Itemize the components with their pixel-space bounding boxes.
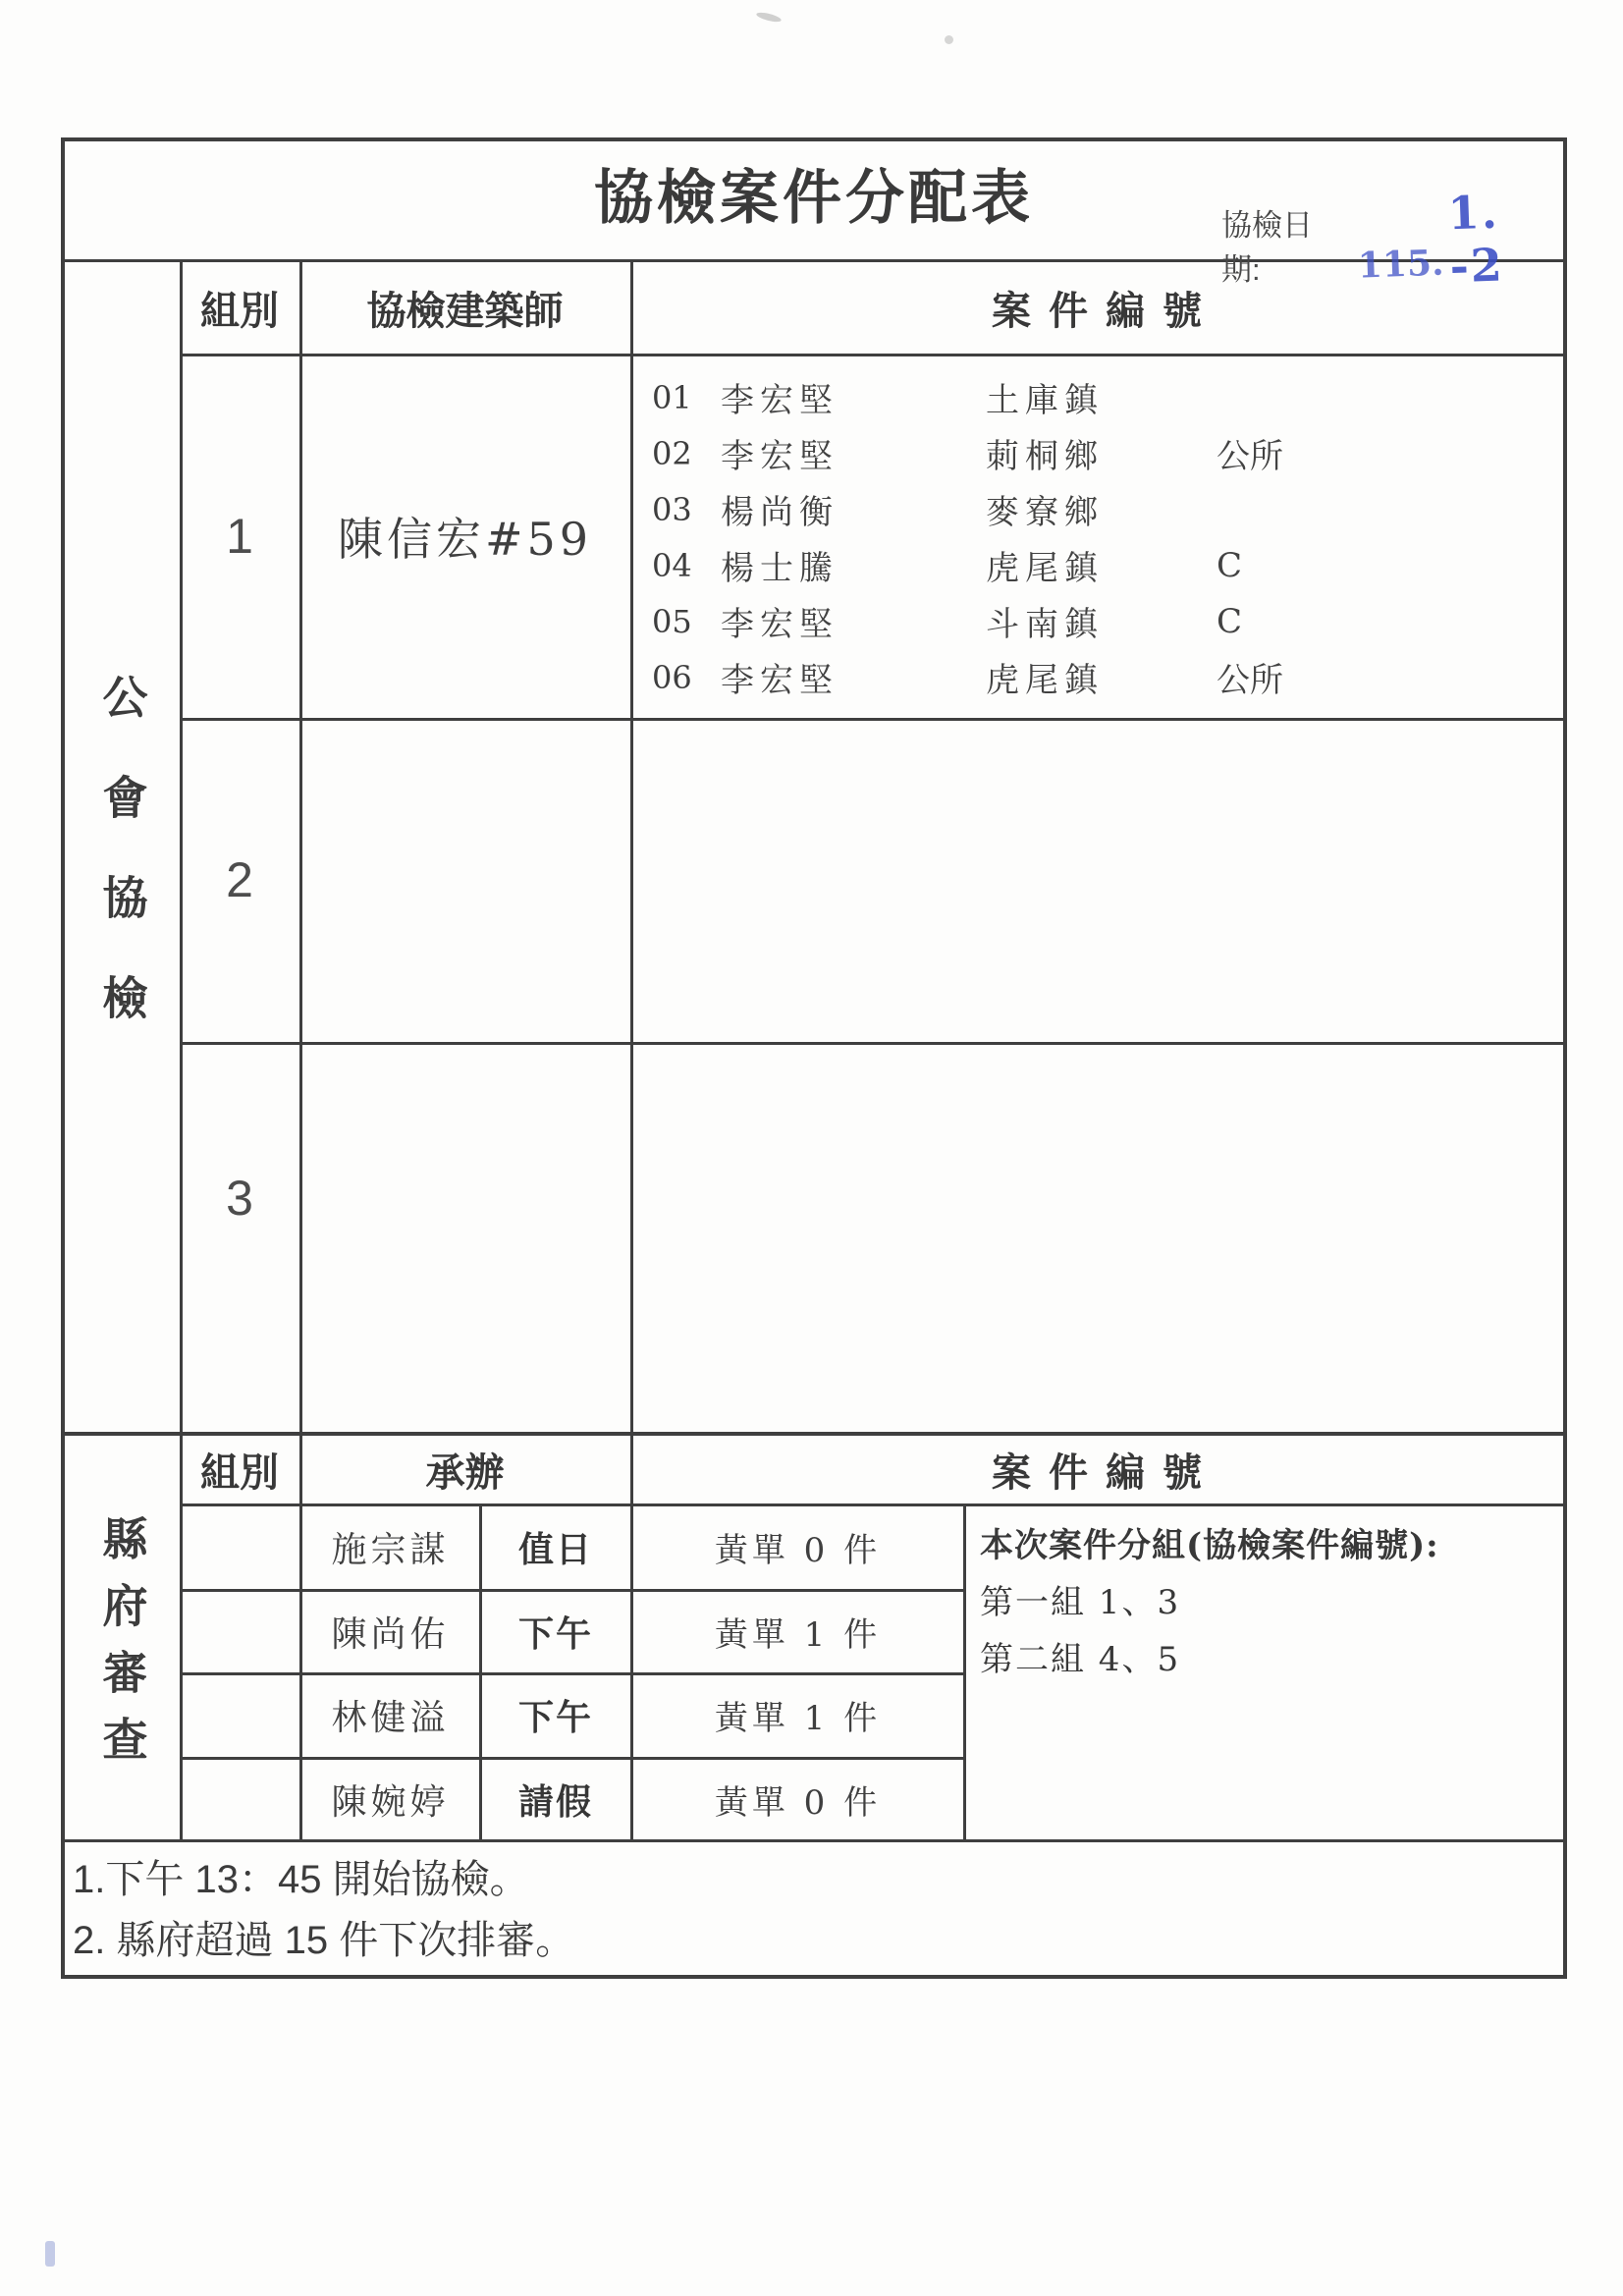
header-case-number: 案件編號 <box>992 289 1219 333</box>
staff-yellow_slips: 黃單 0 件 <box>714 1531 882 1571</box>
staff-shift: 下午 <box>517 1697 593 1738</box>
grouping-notes-title: 本次案件分組(協檢案件編號): <box>980 1526 1439 1565</box>
case-note: 公所 <box>1217 661 1283 700</box>
group-1-number: 1 <box>226 508 253 564</box>
sidebar-association-inspection <box>65 261 180 1432</box>
case-no: 03 <box>652 490 692 528</box>
case-reviewer: 李宏堅 <box>721 381 839 420</box>
grouping-notes-line: 第一組 1、3 <box>980 1583 1181 1622</box>
case-row <box>652 369 1563 425</box>
sidebar-county-review <box>65 1436 180 1839</box>
staff-name: 施宗謀 <box>331 1530 450 1571</box>
footer-notes <box>65 1841 1563 1975</box>
case-reviewer: 李宏堅 <box>721 437 839 476</box>
case-row <box>652 537 1563 593</box>
bottom-header-handler: 承辦 <box>425 1451 505 1495</box>
staff-row <box>181 1505 964 1590</box>
group-2-number: 2 <box>226 852 253 907</box>
case-no: 06 <box>652 658 692 696</box>
grouping-notes <box>964 1505 1563 1841</box>
staff-shift: 值日 <box>517 1529 593 1570</box>
case-reviewer: 楊尚衡 <box>721 493 839 532</box>
scan-artifact <box>756 11 783 24</box>
group-3-number: 3 <box>226 1170 253 1226</box>
staff-yellow_slips: 黃單 0 件 <box>714 1782 882 1823</box>
grouping-notes-line: 第二組 4、5 <box>980 1640 1181 1679</box>
case-town: 斗南鎮 <box>986 605 1104 644</box>
case-list <box>631 355 1563 720</box>
case-no: 04 <box>652 546 692 584</box>
bottom-header-case-number: 案件編號 <box>992 1451 1219 1495</box>
sidebar-association-label: 公會協檢 <box>96 674 148 1074</box>
staff-shift: 請假 <box>517 1780 593 1822</box>
case-town: 虎尾鎮 <box>986 549 1104 588</box>
case-note: C <box>1217 545 1243 585</box>
staff-row <box>181 1590 964 1674</box>
case-row <box>652 593 1563 649</box>
staff-shift: 下午 <box>517 1613 593 1654</box>
footer-note-1: 1.下午 13：45 開始協檢。 <box>73 1858 529 1901</box>
case-row <box>652 649 1563 705</box>
staff-row <box>181 1758 964 1842</box>
case-town: 麥寮鄉 <box>986 493 1104 532</box>
document-title: 協檢案件分配表 <box>594 165 1034 231</box>
group-1-architect: 陳信宏#59 <box>337 512 593 566</box>
case-reviewer: 李宏堅 <box>721 605 839 644</box>
date-stamp-monthday: 1. -2 <box>1446 185 1505 294</box>
header-group: 組別 <box>200 289 279 333</box>
case-note: C <box>1217 601 1243 641</box>
case-town: 虎尾鎮 <box>986 661 1104 700</box>
sidebar-county-label: 縣府審查 <box>96 1514 148 1782</box>
case-row <box>652 425 1563 481</box>
staff-name: 陳尚佑 <box>331 1613 450 1655</box>
case-no: 02 <box>652 434 692 472</box>
case-no: 01 <box>652 378 692 416</box>
case-town: 土庫鎮 <box>986 381 1104 420</box>
inspection-date-label: 協檢日期: <box>1221 208 1313 287</box>
case-reviewer: 李宏堅 <box>721 661 839 700</box>
header-architect: 協檢建築師 <box>366 289 564 333</box>
case-row <box>652 481 1563 537</box>
scan-artifact <box>945 35 953 44</box>
group-2-architect <box>299 718 630 1042</box>
staff-yellow_slips: 黃單 1 件 <box>714 1699 882 1739</box>
case-reviewer: 楊士騰 <box>721 549 839 588</box>
date-stamp-year: 115. <box>1356 242 1444 287</box>
footer-note-2: 2. 縣府超過 15 件下次排審。 <box>73 1919 575 1962</box>
bottom-header-group: 組別 <box>200 1451 279 1495</box>
staff-name: 陳婉婷 <box>331 1781 450 1823</box>
staff-name: 林健溢 <box>331 1698 450 1739</box>
assignment-table <box>61 137 1567 1979</box>
scan-artifact <box>45 2241 55 2267</box>
group-3-architect <box>299 1042 630 1432</box>
staff-yellow_slips: 黃單 1 件 <box>714 1614 882 1655</box>
staff-table <box>181 1505 964 1841</box>
case-note: 公所 <box>1217 437 1283 476</box>
case-town: 莿桐鄉 <box>986 437 1104 476</box>
staff-row <box>181 1673 964 1758</box>
case-no: 05 <box>652 602 692 640</box>
